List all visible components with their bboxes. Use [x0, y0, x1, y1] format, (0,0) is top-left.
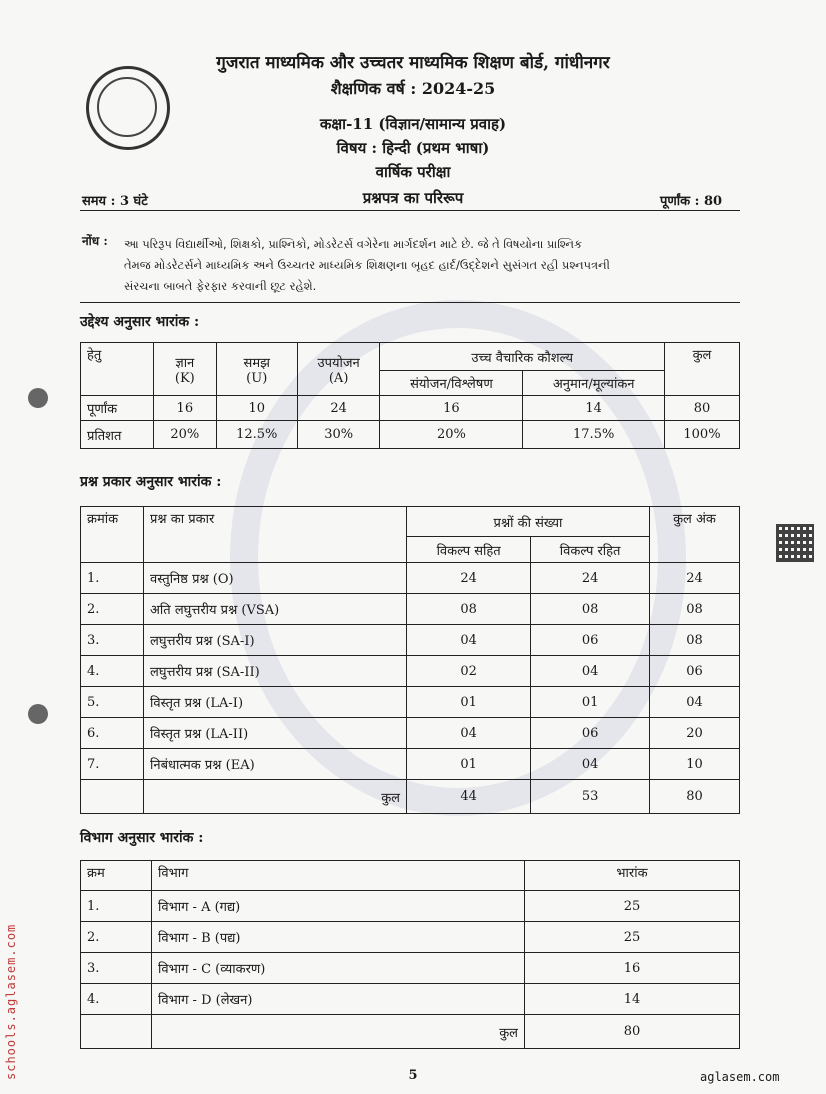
- question-type: वस्तुनिष्ठ प्रश्न (O): [144, 563, 407, 594]
- question-type: निबंधात्मक प्रश्न (EA): [144, 749, 407, 780]
- table-cell: 20%: [154, 421, 217, 449]
- header-cell: हेतु: [81, 343, 154, 396]
- divider: [80, 210, 740, 211]
- note-line: સંરચના બાબતે ફેરફાર કરવાની છૂટ રહેશે.: [124, 279, 317, 293]
- table-cell: 80: [525, 1015, 740, 1049]
- header-cell: क्रमांक: [81, 507, 144, 563]
- header-cell: विकल्प सहित: [407, 537, 531, 563]
- row-number: 6.: [81, 718, 144, 749]
- header-cell: समझ (U): [216, 343, 297, 396]
- table-cell: 14: [523, 396, 665, 421]
- table-row: [81, 421, 740, 449]
- question-type: विस्तृत प्रश्न (LA-II): [144, 718, 407, 749]
- table-cell: 08: [649, 625, 739, 656]
- section-heading: उद्देश्य अनुसार भारांक :: [80, 314, 200, 330]
- side-watermark-url: schools.aglasem.com: [4, 923, 18, 1080]
- board-title: गुजरात माध्यमिक और उच्चतर माध्यमिक शिक्षण बोर्ड, गांधीनगर: [216, 53, 610, 73]
- subject-title: विषय : हिन्दी (प्रथम भाषा): [336, 139, 490, 157]
- exam-title: वार्षिक परीक्षा: [375, 163, 451, 181]
- question-type: अति लघुत्तरीय प्रश्न (VSA): [144, 594, 407, 625]
- table-row: [81, 656, 740, 687]
- question-type: लघुत्तरीय प्रश्न (SA-I): [144, 625, 407, 656]
- table-cell: 80: [664, 396, 739, 421]
- table-cell: 12.5%: [216, 421, 297, 449]
- table-cell: 24: [649, 563, 739, 594]
- table-row: [81, 396, 740, 421]
- table-cell: 01: [407, 687, 531, 718]
- blueprint-title: प्रश्नपत्र का परिरूप: [362, 189, 464, 207]
- note-line: તેમજ મોડરેટર્સને માધ્યમિક અને ઉચ્ચતર માધ્યમિક શિક્ષણના બૃહદ હાર્દ/ઉદ્દેશને સુસંગત રહી પ્રશ્નપત્રની: [124, 258, 610, 272]
- header-cell: क्रम: [81, 861, 152, 891]
- row-number: 3.: [81, 953, 152, 984]
- header-cell: कुल: [664, 343, 739, 396]
- note-text: [124, 234, 744, 297]
- total-row: [81, 780, 740, 814]
- header-cell: विकल्प रहित: [531, 537, 650, 563]
- table-cell: 25: [525, 891, 740, 922]
- qr-code: [776, 524, 814, 562]
- table-cell: 10: [216, 396, 297, 421]
- header-cell: उच्च वैचारिक कौशल्य: [380, 343, 665, 371]
- table-cell: 04: [649, 687, 739, 718]
- table-row: [81, 594, 740, 625]
- table-cell: 04: [531, 656, 650, 687]
- table-cell: 04: [531, 749, 650, 780]
- table-cell: 06: [531, 718, 650, 749]
- header-cell: संयोजन/विश्लेषण: [380, 371, 523, 396]
- row-number: 1.: [81, 891, 152, 922]
- table-cell: 08: [531, 594, 650, 625]
- table-cell: 06: [649, 656, 739, 687]
- total-label: कुल: [152, 1015, 525, 1049]
- header-cell: भारांक: [525, 861, 740, 891]
- divider: [80, 302, 740, 303]
- table-cell: 04: [407, 625, 531, 656]
- row-label: पूर्णांक: [81, 396, 154, 421]
- class-title: कक्षा-11 (विज्ञान/सामान्य प्रवाह): [319, 115, 507, 133]
- header-cell: विभाग: [152, 861, 525, 891]
- table-cell: 24: [407, 563, 531, 594]
- row-number: 1.: [81, 563, 144, 594]
- table-row: [81, 922, 740, 953]
- section-weightage-table: [80, 860, 740, 1049]
- table-row: [81, 749, 740, 780]
- table-cell: 20%: [380, 421, 523, 449]
- table-cell: 14: [525, 984, 740, 1015]
- academic-year: शैक्षणिक वर्ष : 2024-25: [330, 79, 496, 98]
- table-cell: 100%: [664, 421, 739, 449]
- header-cell: ज्ञान (K): [154, 343, 217, 396]
- table-cell: 01: [531, 687, 650, 718]
- total-row: [81, 1015, 740, 1049]
- table-row: [81, 625, 740, 656]
- question-type: विस्तृत प्रश्न (LA-I): [144, 687, 407, 718]
- header-cell: प्रश्नों की संख्या: [407, 507, 650, 537]
- row-number: 4.: [81, 656, 144, 687]
- note-label: नोंध :: [82, 234, 108, 248]
- table-row: [81, 563, 740, 594]
- section-heading: प्रश्न प्रकार अनुसार भारांक :: [80, 474, 222, 490]
- table-row: [81, 953, 740, 984]
- row-number: 2.: [81, 922, 152, 953]
- header-cell: कुल अंक: [649, 507, 739, 563]
- header-cell: प्रश्न का प्रकार: [144, 507, 407, 563]
- table-cell: 80: [649, 780, 739, 814]
- table-cell: 20: [649, 718, 739, 749]
- table-cell: 25: [525, 922, 740, 953]
- table-cell: 08: [407, 594, 531, 625]
- table-cell: 08: [649, 594, 739, 625]
- table-cell: 24: [531, 563, 650, 594]
- punch-hole: [28, 388, 48, 408]
- table-cell: 44: [407, 780, 531, 814]
- table-row: [81, 687, 740, 718]
- table-cell: 10: [649, 749, 739, 780]
- header-cell: उपयोजन (A): [297, 343, 380, 396]
- page-number: 5: [408, 1068, 418, 1083]
- objective-weightage-table: [80, 342, 740, 449]
- section-heading: विभाग अनुसार भारांक :: [80, 830, 204, 846]
- table-cell: 06: [531, 625, 650, 656]
- row-number: 4.: [81, 984, 152, 1015]
- table-row: [81, 984, 740, 1015]
- section-name: विभाग - C (व्याकरण): [152, 953, 525, 984]
- row-label: प्रतिशत: [81, 421, 154, 449]
- section-name: विभाग - D (लेखन): [152, 984, 525, 1015]
- punch-hole: [28, 704, 48, 724]
- total-marks: पूर्णांक : 80: [660, 194, 723, 209]
- row-number: 5.: [81, 687, 144, 718]
- note-line: આ પરિરૂપ વિદ્યાર્થીઓ, શિક્ષકો, પ્રાશ્નિકો, મોડરેટર્સ વગેરેના માર્ગદર્શન માટે છે. જે તે વિષયોના પ્રાશ્નિક: [124, 237, 583, 251]
- time-label: समय : 3 घंटे: [82, 194, 148, 209]
- section-name: विभाग - A (गद्य): [152, 891, 525, 922]
- site-watermark: aglasem.com: [700, 1070, 780, 1084]
- table-cell: 16: [525, 953, 740, 984]
- row-number: 2.: [81, 594, 144, 625]
- header-cell: अनुमान/मूल्यांकन: [523, 371, 665, 396]
- question-type: लघुत्तरीय प्रश्न (SA-II): [144, 656, 407, 687]
- table-cell: 30%: [297, 421, 380, 449]
- table-cell: 04: [407, 718, 531, 749]
- table-cell: 02: [407, 656, 531, 687]
- table-cell: 16: [154, 396, 217, 421]
- total-label: कुल: [144, 780, 407, 814]
- table-cell: 53: [531, 780, 650, 814]
- table-cell: 01: [407, 749, 531, 780]
- table-row: [81, 718, 740, 749]
- row-number: 3.: [81, 625, 144, 656]
- table-cell: 16: [380, 396, 523, 421]
- question-type-table: [80, 506, 740, 814]
- section-name: विभाग - B (पद्य): [152, 922, 525, 953]
- table-cell: 17.5%: [523, 421, 665, 449]
- table-row: [81, 891, 740, 922]
- row-number: 7.: [81, 749, 144, 780]
- table-cell: 24: [297, 396, 380, 421]
